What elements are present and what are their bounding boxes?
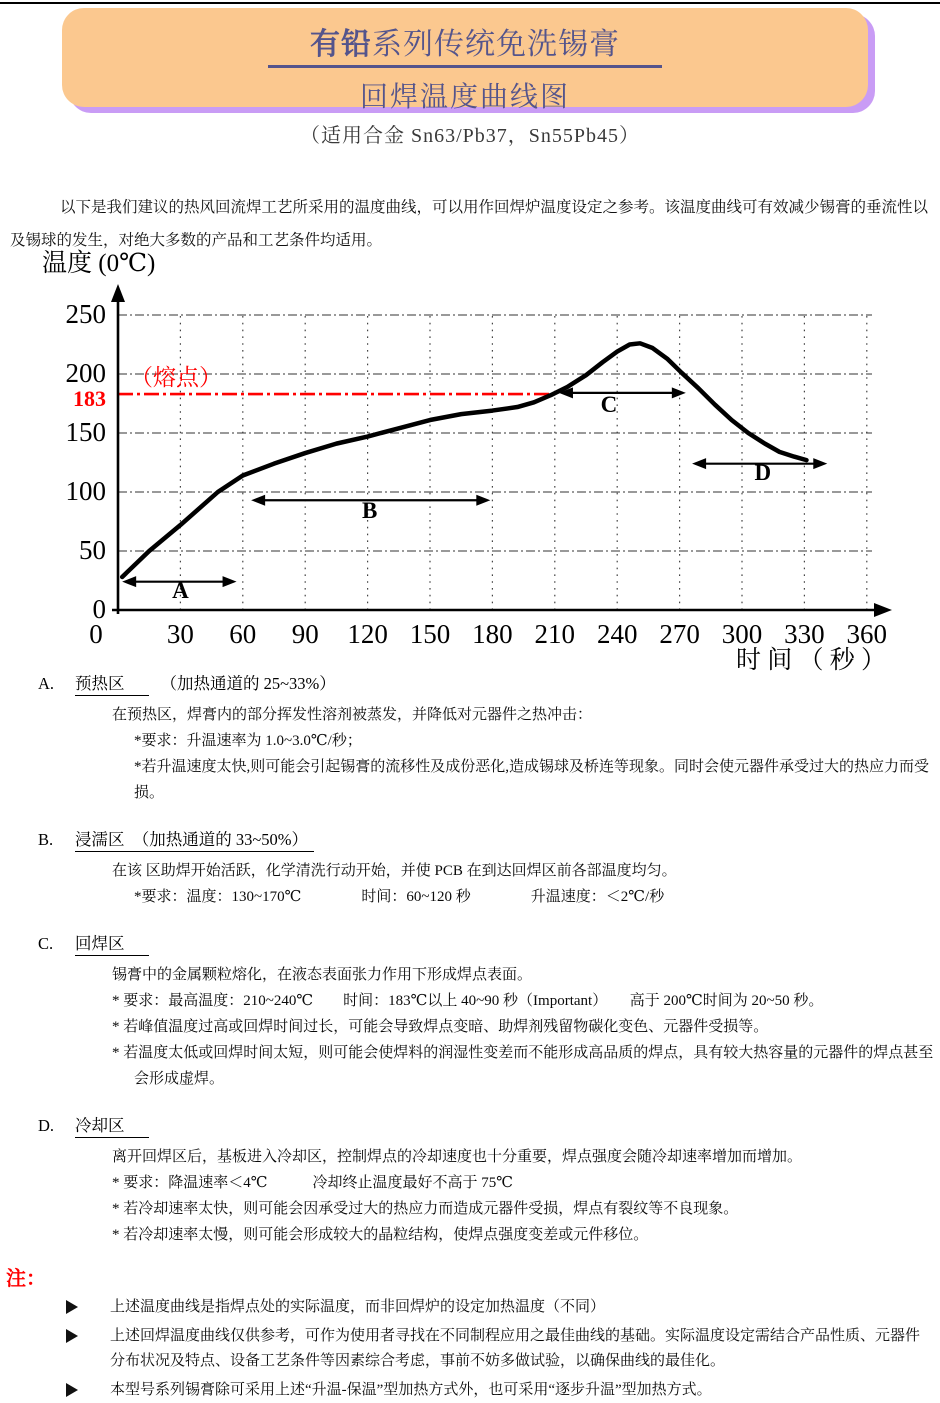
section-text: * 若峰值温度过高或回焊时间过长，可能会导致焊点变暗、助焊剂残留物碳化变色、元器件受损等。 [112,1019,769,1035]
section-D [0,1114,940,1248]
section-letter: D. [38,1116,55,1135]
x-tick-label: 210 [534,619,576,649]
page-title-line2: 回焊温度曲线图 [359,82,570,113]
sections [0,650,940,1403]
zone-arrowhead-right-icon [672,387,686,398]
arrow-bullet-icon [66,1383,78,1397]
section-text: 锡膏中的金属颗粒熔化，在液态表面张力作用下形成焊点表面。 [112,967,533,983]
zone-label-D: D [754,460,772,486]
section-text: 在该 区助焊开始活跃，化学清洗行动开始，并使 PCB 在到达回焊区前各部温度均匀。 [112,863,677,879]
x-tick-label: 60 [229,619,257,649]
x-tick-label: 150 [409,619,451,649]
notes-list [0,1295,940,1403]
section-text: *要求：升温速率为 1.0~3.0℃/秒； [134,733,362,749]
y-tick-label: 150 [65,417,106,447]
section-text: 离开回焊区后，基板进入冷却区，控制焊点的冷却速度也十分重要，焊点强度会随冷却速率增加而增加。 [112,1149,803,1165]
y-tick-label: 0 [92,594,106,624]
x-tick-label: 240 [596,619,638,649]
page-top-rule [0,2,940,4]
reflow-chart-svg [48,272,940,680]
title-bold-part: 有铅 [310,28,372,61]
section-letter: C. [38,934,54,953]
section-letter: A. [38,674,55,693]
page-title-line1 [62,19,868,68]
arrow-bullet-icon [66,1300,78,1314]
section-letter: B. [38,830,54,849]
x-tick-label: 330 [784,619,825,649]
y-axis-arrow-icon [111,284,125,302]
section-name: 回焊区 [75,934,149,956]
section-heading [0,672,940,696]
y-tick-label: 100 [65,476,106,506]
section-text: *若升温速度太快,则可能会引起锡膏的流移性及成份恶化,造成锡球及桥连等现象。同时会使元器件承受过大的热应力而受损。 [134,759,930,801]
section-text: 在预热区，焊膏内的部分挥发性溶剂被蒸发，并降低对元器件之热冲击： [112,707,593,723]
section-heading [0,828,940,852]
section-text: * 若冷却速率太慢，则可能会形成较大的晶粒结构，使焊点强度变差或元件移位。 [112,1227,649,1243]
zone-label-A: A [172,578,189,604]
zone-arrowhead-right-icon [476,495,490,506]
y-tick-label: 250 [65,299,106,329]
section-text: *要求：温度：130~170℃ 时间：60~120 秒 升温速度：＜2℃/秒 [134,889,665,905]
intro-paragraph: 以下是我们建议的热风回流焊工艺所采用的温度曲线，可以用作回焊炉温度设定之参考。该温度曲线可有效减少锡膏的垂流性以及锡球的发生，对绝大多数的产品和工艺条件均适用。 [10,199,929,249]
arrow-bullet-icon [66,1329,78,1343]
chart-y-axis-title: 温度 (0℃) [42,250,156,277]
y-tick-label: 200 [65,358,106,388]
zone-arrowhead-left-icon [692,458,706,469]
x-tick-label: 270 [659,619,700,649]
x-tick-label: 30 [166,619,194,649]
header-box [62,8,868,113]
note-item [0,1324,940,1374]
note-text: 本型号系列锡膏除可采用上述“升温-保温”型加热方式外，也可采用“逐步升温”型加热方式。 [110,1382,712,1398]
chart-x-axis-title: 时 间 （ 秒 ） [735,647,886,674]
section-A [0,672,940,806]
alloy-subtitle: （适用合金 Sn63/Pb37，Sn55Pb45） [299,125,641,147]
section-name: 冷却区 [75,1116,149,1138]
section-B [0,828,940,910]
section-text: * 要求：最高温度：210~240℃ 时间：183℃以上 40~90 秒（Important） 高于 200℃时间为 20~50 秒。 [112,993,824,1009]
section-heading [0,1114,940,1138]
x-tick-label: 360 [846,619,888,649]
title-underline [268,19,662,68]
melting-point-value: 183 [73,386,106,412]
x-tick-label: 300 [721,619,763,649]
x-tick-label: 180 [472,619,513,649]
notes-label: 注： [6,1268,46,1290]
reflow-chart [48,272,940,680]
melting-point-label: （熔点） [130,365,222,391]
section-text: * 若冷却速率太快，则可能会因承受过大的热应力而造成元器件受损，焊点有裂纹等不良现象。 [112,1201,739,1217]
x-tick-label: 90 [291,619,319,649]
section-text: * 要求：降温速率＜4℃ 冷却终止温度最好不高于 75℃ [112,1175,514,1191]
zone-arrowhead-right-icon [813,458,827,469]
section-suffix: （加热通道的 25~33%） [160,674,336,693]
title-rest-part: 系列传统免洗锡膏 [372,28,620,61]
note-text: 上述温度曲线是指焊点处的实际温度，而非回焊炉的设定加热温度（不同） [110,1299,606,1315]
zone-label-C: C [600,391,618,417]
section-name: 浸濡区 （加热通道的 33~50%） [75,830,314,852]
x-tick-label: 0 [89,619,103,649]
note-item [0,1378,940,1403]
zone-arrowhead-left-icon [251,495,265,506]
zone-label-B: B [362,497,378,523]
note-item [0,1295,940,1320]
zone-arrowhead-right-icon [223,576,237,587]
section-heading [0,932,940,956]
x-axis-arrow-icon [874,603,892,617]
x-tick-label: 120 [347,619,388,649]
note-text: 上述回焊温度曲线仅供参考，可作为使用者寻找在不同制程应用之最佳曲线的基础。实际温度设定需结合产品性质、元器件分布状况及特点、设备工艺条件等因素综合考虑，事前不妨多做试验，以确保曲线的最佳化。 [110,1328,921,1369]
y-tick-label: 50 [79,535,106,565]
section-C [0,932,940,1092]
section-text: * 若温度太低或回焊时间太短，则可能会使焊料的润湿性变差而不能形成高品质的焊点，具有较大热容量的元器件的焊点甚至会形成虚焊。 [112,1045,934,1087]
section-name: 预热区 [75,674,149,696]
